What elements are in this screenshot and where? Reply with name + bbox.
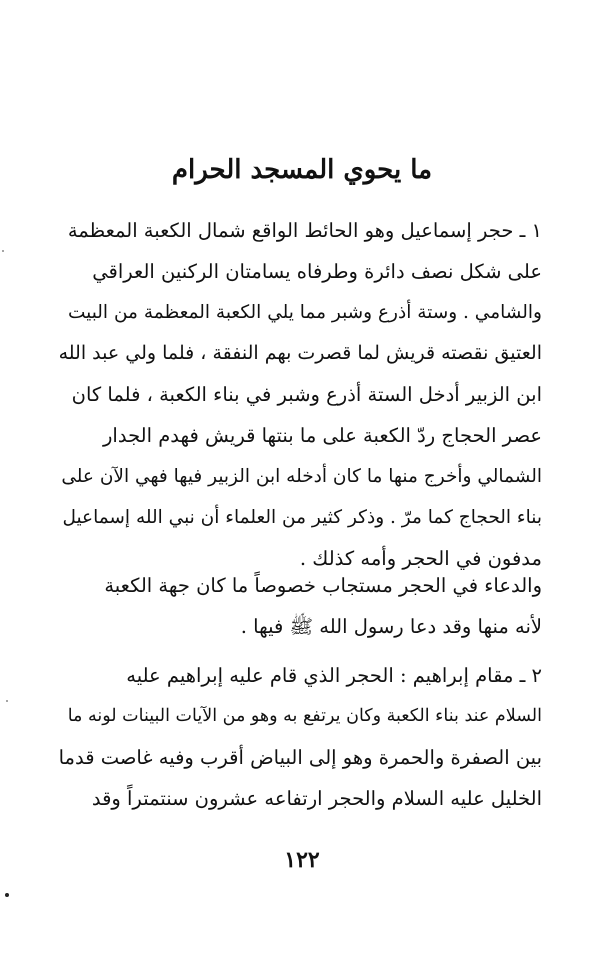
text-line: لأنه منها وقد دعا رسول الله ﷺ فيها . xyxy=(240,615,542,638)
text-line: الخليل عليه السلام والحجر ارتفاعه عشرون سنتمتراً وقد xyxy=(91,787,542,810)
page-title: ما يحوي المسجد الحرام xyxy=(171,155,433,185)
text-line: العتيق نقصته قريش لما قصرت بهم النفقة ، فلما ولي عبد الله xyxy=(58,342,542,364)
paragraph-dua-in-hijr xyxy=(58,565,542,647)
text-line: بين الصفرة والحمرة وهو إلى البياض أقرب وفيه غاصت قدما xyxy=(58,746,542,769)
text-line: ٢ ـ مقام إبراهيم : الحجر الذي قام عليه إبراهيم عليه xyxy=(126,664,542,687)
scan-speck xyxy=(6,700,8,702)
text-line: الشمالي وأخرج منها ما كان أدخله ابن الزبير فيها فهي الآن على xyxy=(61,466,542,487)
scan-speck xyxy=(2,250,4,252)
paragraph-maqam-ibrahim xyxy=(58,655,542,819)
text-line: ابن الزبير أدخل الستة أذرع وشبر في بناء الكعبة ، فلما كان xyxy=(71,383,542,406)
text-line: السلام عند بناء الكعبة وكان يرتفع به وهو من الآيات البينات لونه ما xyxy=(67,706,542,726)
paragraph-hijr-ismail xyxy=(58,210,542,579)
text-line: مدفون في الحجر وأمه كذلك . xyxy=(299,547,542,570)
text-line: ١ ـ حجر إسماعيل وهو الحائط الواقع شمال الكعبة المعظمة xyxy=(67,219,542,242)
text-line: عصر الحجاج ردّ الكعبة على ما بنتها قريش فهدم الجدار xyxy=(103,424,542,447)
page-number: ١٢٢ xyxy=(284,847,320,873)
text-line: والشامي . وستة أذرع وشبر مما يلي الكعبة المعظمة من البيت xyxy=(67,302,542,323)
text-line: والدعاء في الحجر مستجاب خصوصاً ما كان جهة الكعبة xyxy=(104,574,542,597)
text-line: على شكل نصف دائرة وطرفاه يسامتان الركنين العراقي xyxy=(92,260,542,283)
scan-speck xyxy=(5,893,9,897)
text-line: بناء الحجاج كما مرّ . وذكر كثير من العلماء أن نبي الله إسماعيل xyxy=(62,507,542,528)
